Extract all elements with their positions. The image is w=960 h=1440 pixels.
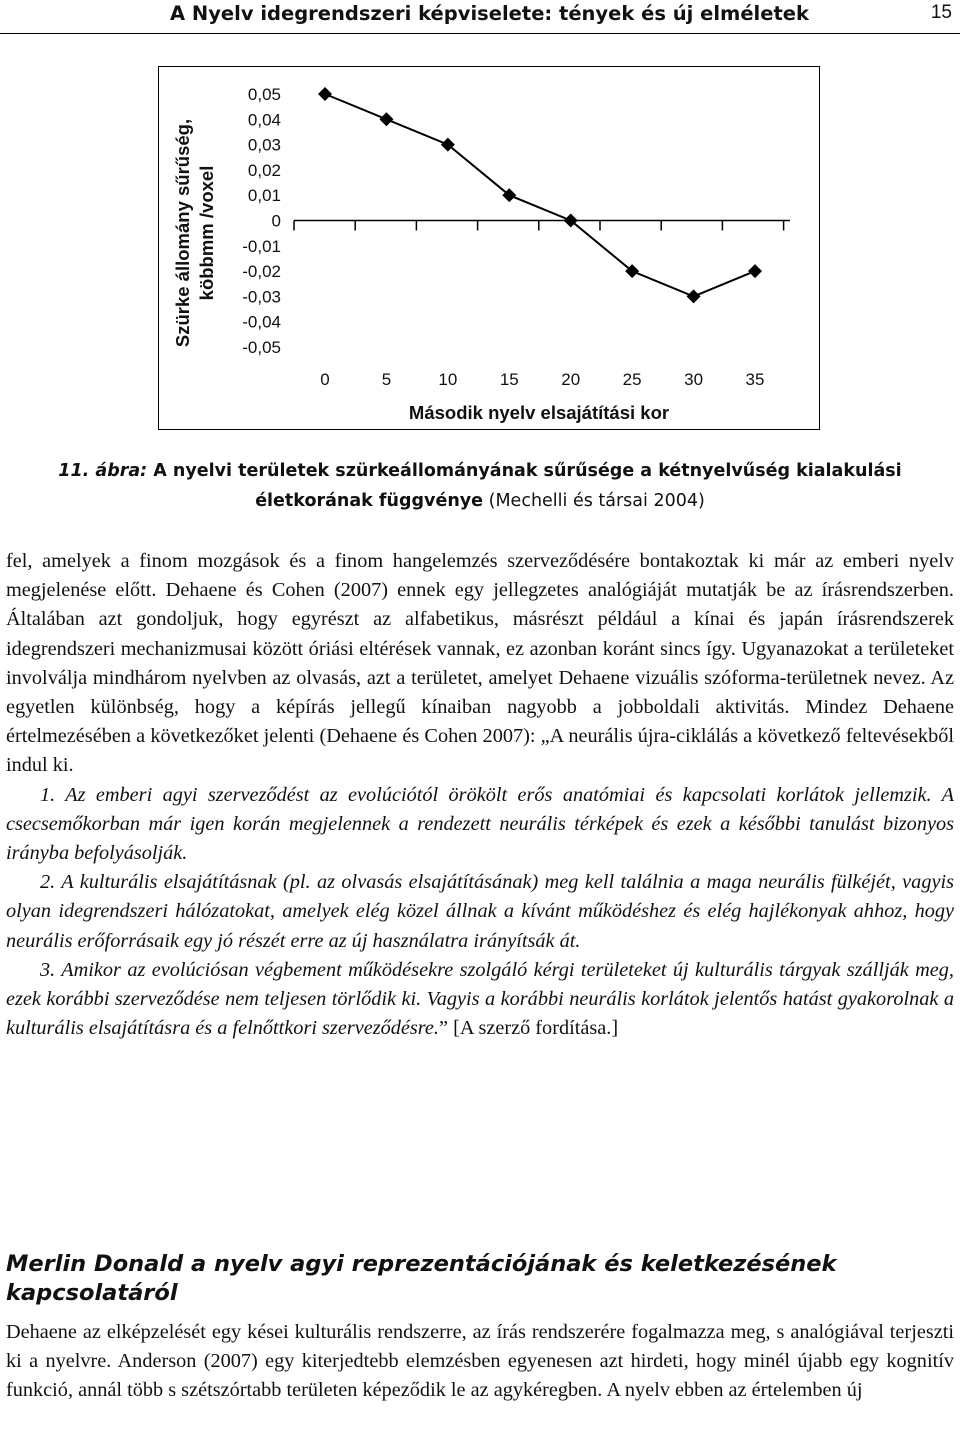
x-axis — [294, 221, 821, 231]
y-tick-label: 0,01 — [247, 186, 281, 206]
y-tick-label: -0,01 — [242, 236, 281, 256]
x-tick-label: 25 — [622, 370, 642, 389]
x-tick-label: 15 — [499, 370, 519, 389]
x-tick-label: 35 — [745, 370, 765, 389]
y-tick-label: 0 — [271, 211, 281, 231]
data-point-marker — [379, 112, 393, 126]
y-tick-label: -0,05 — [242, 338, 281, 357]
x-tick-label: 20 — [561, 370, 581, 389]
caption-label: 11. ábra: — [58, 461, 148, 481]
y-tick-labels — [242, 85, 281, 357]
caption-line-1 — [0, 456, 960, 486]
y-tick-label: 0,05 — [247, 85, 281, 104]
x-tick-label: 0 — [320, 370, 330, 389]
paragraph-4-roman: ” [A szerző fordítása.] — [439, 1017, 619, 1040]
y-tick-label: -0,02 — [242, 262, 281, 282]
section-paragraph-1: Dehaene az elképzelését egy kései kulturális rendszerre, az írás rendszerére fogalmazza meg, s analógiával terjeszti ki a nyelvre. Anderson (2007) egy kiterjedtebb elemzésben egyenesen azt hirdeti, hogy minél újabb egy kognitív funkció, annál több s szétszórtabb területen képeződik le az agykéregben. A nyelv ebben az értelemben új — [6, 1321, 954, 1402]
paragraph-4-italic: 3. Amikor az evolúciósan végbement működésekre szolgáló kérgi területeket új kulturális tárgyak szállják meg, ezek korábbi szerveződése nem teljesen törlődik ki. Vagyis a korábbi neurális korlátok jelentős hatást gyakorolnak a kulturális elsajátításra és a felnőttkori szerveződésre. — [6, 958, 954, 1040]
y-axis-label-line1: Szürke állomány sűrűség, — [172, 118, 193, 348]
body-text — [6, 547, 954, 1043]
paragraph-1: fel, amelyek a finom mozgások és a finom hangelemzés szerveződésére bontakoztak ki már az emberi nyelv megjelenése előtt. Dehaene és Cohen (2007) ennek egy jellegzetes analógiáját mutatják be az írásrendszerben. Általában azt gondoljuk, hogy egyrészt az alfabetikus, másrészt például a kínai és japán írásrendszerek idegrendszeri mechanizmusai között óriási eltérések vannak, ez azonban koránt sincs így. Ugyanazokat a területeket involválja mindhárom nyelvben az olvasás, azt a területet, amelyet Dehaene vizuális szóforma-területnek nevez. Az egyetlen különbség, hogy a képírás jellegű kínaiban nagyobb a jobboldali aktivitás. Mindez Dehaene értelmezésében a következőket jelenti (Dehaene és Cohen 2007): „A neurális újra-ciklálás a következő feltevésekből indul ki. — [6, 550, 954, 777]
y-tick-label: 0,03 — [247, 135, 281, 155]
y-axis-label-line2: köbbmm /voxel — [196, 165, 217, 301]
section-heading: Merlin Donald a nyelv agyi reprezentációjának és keletkezésének kapcsolatáról — [6, 1251, 837, 1306]
x-tick-label: 30 — [684, 370, 704, 389]
data-point-marker — [748, 264, 762, 278]
series-markers — [318, 87, 762, 303]
data-point-marker — [687, 289, 701, 303]
paragraph-3: 2. A kulturális elsajátításnak (pl. az olvasás elsajátításának) meg kell találnia a maga neurális fülkéjét, vagyis olyan idegrendszeri hálózatokat, amelyek elég közel állnak a kívánt működéshez és elég hajlékonyak ahhoz, hogy neurális erőforrásaik egy jó részét erre az új használatra irányítsák át. — [6, 871, 954, 952]
y-tick-label: 0,02 — [247, 160, 281, 180]
caption-citation: (Mechelli és társai 2004) — [483, 491, 705, 511]
x-axis-label: Második nyelv elsajátítási kor — [408, 402, 670, 423]
figure-chart — [158, 66, 820, 430]
caption-text-2: életkorának függvénye — [255, 491, 484, 511]
x-tick-label: 10 — [438, 370, 458, 389]
x-tick-labels — [320, 370, 764, 389]
running-title: A Nyelv idegrendszeri képviselete: tények és új elméletek — [170, 2, 809, 25]
y-tick-label: 0,04 — [247, 110, 281, 130]
section-body — [6, 1318, 954, 1406]
header-rule — [0, 33, 960, 34]
paragraph-4 — [6, 956, 954, 1044]
y-axis-label — [172, 119, 217, 347]
data-point-marker — [318, 87, 332, 101]
caption-text: A nyelvi területek szürkeállományának sűrűsége a kétnyelvűség kialakulási — [147, 461, 902, 481]
figure-caption — [0, 456, 960, 516]
series-polyline — [325, 94, 755, 296]
running-head — [0, 0, 960, 34]
y-tick-label: -0,03 — [242, 287, 281, 307]
paragraph-2: 1. Az emberi agyi szerveződést az evolúciótól örökölt erős anatómiai és kapcsolati korlátok jellemzik. A csecsemőkorban már igen korán megjelennek a rendezett neurális térképek és ezek a későbbi tanulást bizonyos irányba befolyásolják. — [6, 783, 954, 865]
series-line — [325, 94, 755, 296]
page-number: 15 — [930, 2, 952, 23]
y-tick-label: -0,04 — [242, 312, 281, 332]
line-chart — [159, 67, 821, 431]
caption-line-2 — [0, 486, 960, 516]
x-tick-label: 5 — [381, 370, 392, 389]
